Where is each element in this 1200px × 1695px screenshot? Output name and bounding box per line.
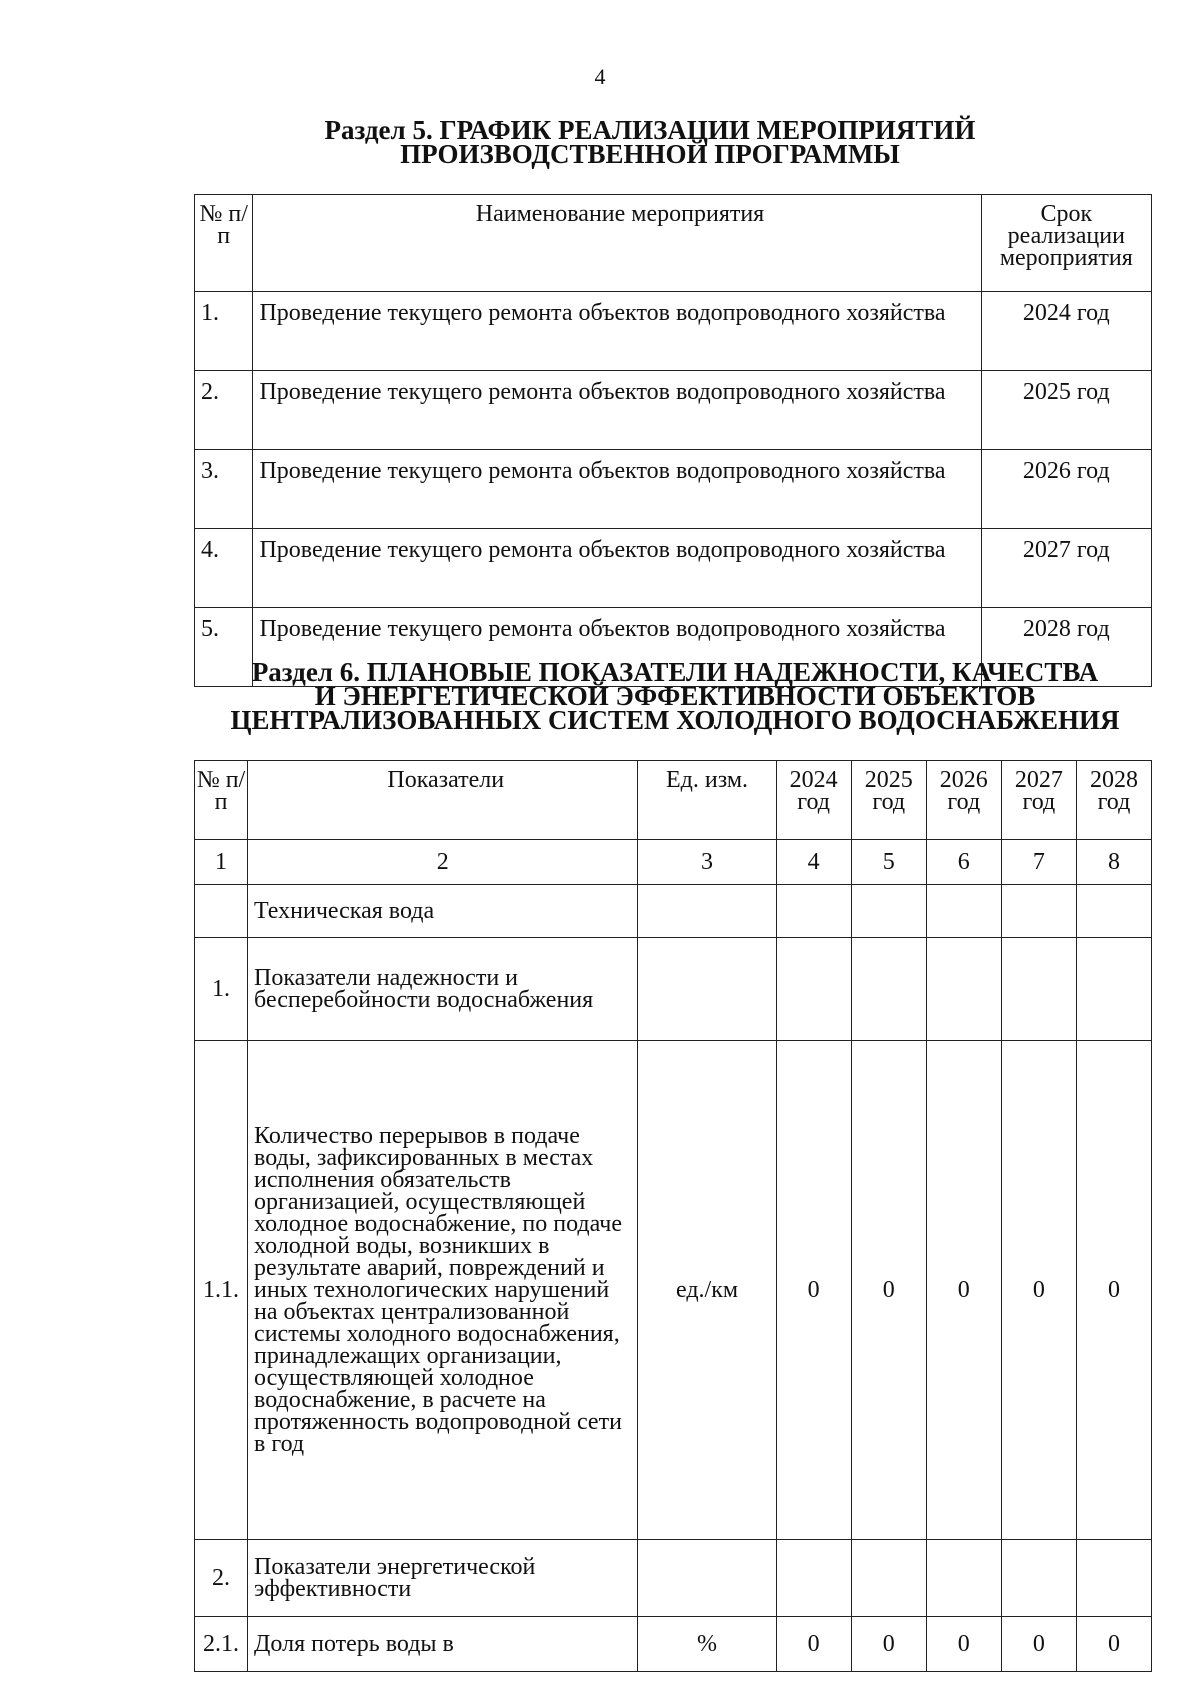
- row-num: [195, 885, 248, 938]
- row-term: 2025 год: [981, 371, 1151, 450]
- row-value: [776, 1540, 851, 1617]
- header-year: 2027 год: [1001, 761, 1076, 840]
- row-value: 0: [926, 1617, 1001, 1672]
- row-term: 2028 год: [981, 608, 1151, 687]
- row-value: [1076, 938, 1151, 1041]
- row-term: 2027 год: [981, 529, 1151, 608]
- table-header-row: [195, 761, 1152, 840]
- row-indicator: Количество перерывов в подаче воды, зафиксированных в местах исполнения обязательств организацией, осуществляющей холодное водоснабжение, по подаче холодной воды, возникших в результате аварий, повреждений и иных технологических нарушений на объектах централизованной системы холодного водоснабжения, принадлежащих организации, осуществляющей холодное водоснабжение, в расчете на протяженность водопроводной сети в год: [248, 1041, 638, 1540]
- row-value: 0: [851, 1041, 926, 1540]
- row-value: [1076, 885, 1151, 938]
- row-unit: %: [638, 1617, 776, 1672]
- row-activity: Проведение текущего ремонта объектов водопроводного хозяйства: [253, 529, 981, 608]
- row-value: [1001, 1540, 1076, 1617]
- row-value: [851, 1540, 926, 1617]
- column-number: 5: [851, 840, 926, 885]
- header-term: Срок реализации мероприятия: [981, 195, 1151, 292]
- row-num: 2.: [195, 371, 253, 450]
- row-num: 3.: [195, 450, 253, 529]
- table-row: [195, 371, 1152, 450]
- section-6-title-line: И ЭНЕРГЕТИЧЕСКОЙ ЭФФЕКТИВНОСТИ ОБЪЕКТОВ: [314, 681, 1036, 711]
- row-term: 2026 год: [981, 450, 1151, 529]
- header-num: № п/п: [195, 195, 253, 292]
- row-num: 2.1.: [195, 1617, 248, 1672]
- row-value: 0: [1001, 1617, 1076, 1672]
- row-num: 4.: [195, 529, 253, 608]
- row-num: 1.1.: [195, 1041, 248, 1540]
- column-number: 3: [638, 840, 776, 885]
- table-row: [195, 450, 1152, 529]
- row-value: [1076, 1540, 1151, 1617]
- table-header-row: [195, 195, 1152, 292]
- table-row: [195, 885, 1152, 938]
- row-value: [851, 885, 926, 938]
- section-6-title: [190, 657, 1160, 735]
- row-indicator: Показатели надежности и бесперебойности водоснабжения: [248, 938, 638, 1041]
- section-6-title-line: ЦЕНТРАЛИЗОВАННЫХ СИСТЕМ ХОЛОДНОГО ВОДОСНАБЖЕНИЯ: [230, 705, 1120, 735]
- section-5-title: [150, 115, 1150, 169]
- row-value: [776, 885, 851, 938]
- row-unit: [638, 938, 776, 1041]
- row-value: 0: [851, 1617, 926, 1672]
- header-year: 2025 год: [851, 761, 926, 840]
- row-value: 0: [926, 1041, 1001, 1540]
- header-indicator: Показатели: [248, 761, 638, 840]
- row-indicator: Показатели энергетической эффективности: [248, 1540, 638, 1617]
- row-unit: [638, 885, 776, 938]
- table-row: [195, 1540, 1152, 1617]
- section-5-title-line: ПРОИЗВОДСТВЕННОЙ ПРОГРАММЫ: [400, 139, 900, 169]
- table-row: [195, 292, 1152, 371]
- table-row: [195, 1617, 1152, 1672]
- header-year: 2028 год: [1076, 761, 1151, 840]
- row-unit: [638, 1540, 776, 1617]
- row-value: 0: [1076, 1617, 1151, 1672]
- header-num: № п/п: [195, 761, 248, 840]
- table-row: [195, 529, 1152, 608]
- row-num: 1.: [195, 292, 253, 371]
- row-indicator: Доля потерь воды в: [248, 1617, 638, 1672]
- row-activity: Проведение текущего ремонта объектов водопроводного хозяйства: [253, 608, 981, 687]
- table-row: [195, 1041, 1152, 1540]
- column-numbers-row: [195, 840, 1152, 885]
- row-indicator: Техническая вода: [248, 885, 638, 938]
- indicators-table: [194, 760, 1152, 1672]
- column-number: 8: [1076, 840, 1151, 885]
- header-year: 2026 год: [926, 761, 1001, 840]
- row-value: 0: [776, 1617, 851, 1672]
- header-year: 2024 год: [776, 761, 851, 840]
- row-value: 0: [776, 1041, 851, 1540]
- row-value: [926, 1540, 1001, 1617]
- row-num: 2.: [195, 1540, 248, 1617]
- section-6-title-line: Раздел 6. ПЛАНОВЫЕ ПОКАЗАТЕЛИ НАДЕЖНОСТИ, КАЧЕСТВА: [251, 657, 1099, 687]
- row-num: 1.: [195, 938, 248, 1041]
- row-activity: Проведение текущего ремонта объектов водопроводного хозяйства: [253, 371, 981, 450]
- row-value: [1001, 938, 1076, 1041]
- row-activity: Проведение текущего ремонта объектов водопроводного хозяйства: [253, 450, 981, 529]
- header-unit: Ед. изм.: [638, 761, 776, 840]
- header-activity-name: Наименование мероприятия: [253, 195, 981, 292]
- row-num: 5.: [195, 608, 253, 687]
- row-term: 2024 год: [981, 292, 1151, 371]
- column-number: 7: [1001, 840, 1076, 885]
- row-value: 0: [1001, 1041, 1076, 1540]
- row-value: 0: [1076, 1041, 1151, 1540]
- section-5-title-line: Раздел 5. ГРАФИК РЕАЛИЗАЦИИ МЕРОПРИЯТИЙ: [324, 115, 976, 145]
- row-activity: Проведение текущего ремонта объектов водопроводного хозяйства: [253, 292, 981, 371]
- column-number: 6: [926, 840, 1001, 885]
- column-number: 2: [248, 840, 638, 885]
- row-value: [926, 885, 1001, 938]
- row-value: [776, 938, 851, 1041]
- column-number: 1: [195, 840, 248, 885]
- row-value: [926, 938, 1001, 1041]
- column-number: 4: [776, 840, 851, 885]
- schedule-table: [194, 194, 1152, 687]
- page-number: 4: [594, 64, 606, 89]
- row-value: [851, 938, 926, 1041]
- row-unit: ед./км: [638, 1041, 776, 1540]
- row-value: [1001, 885, 1076, 938]
- table-row: [195, 938, 1152, 1041]
